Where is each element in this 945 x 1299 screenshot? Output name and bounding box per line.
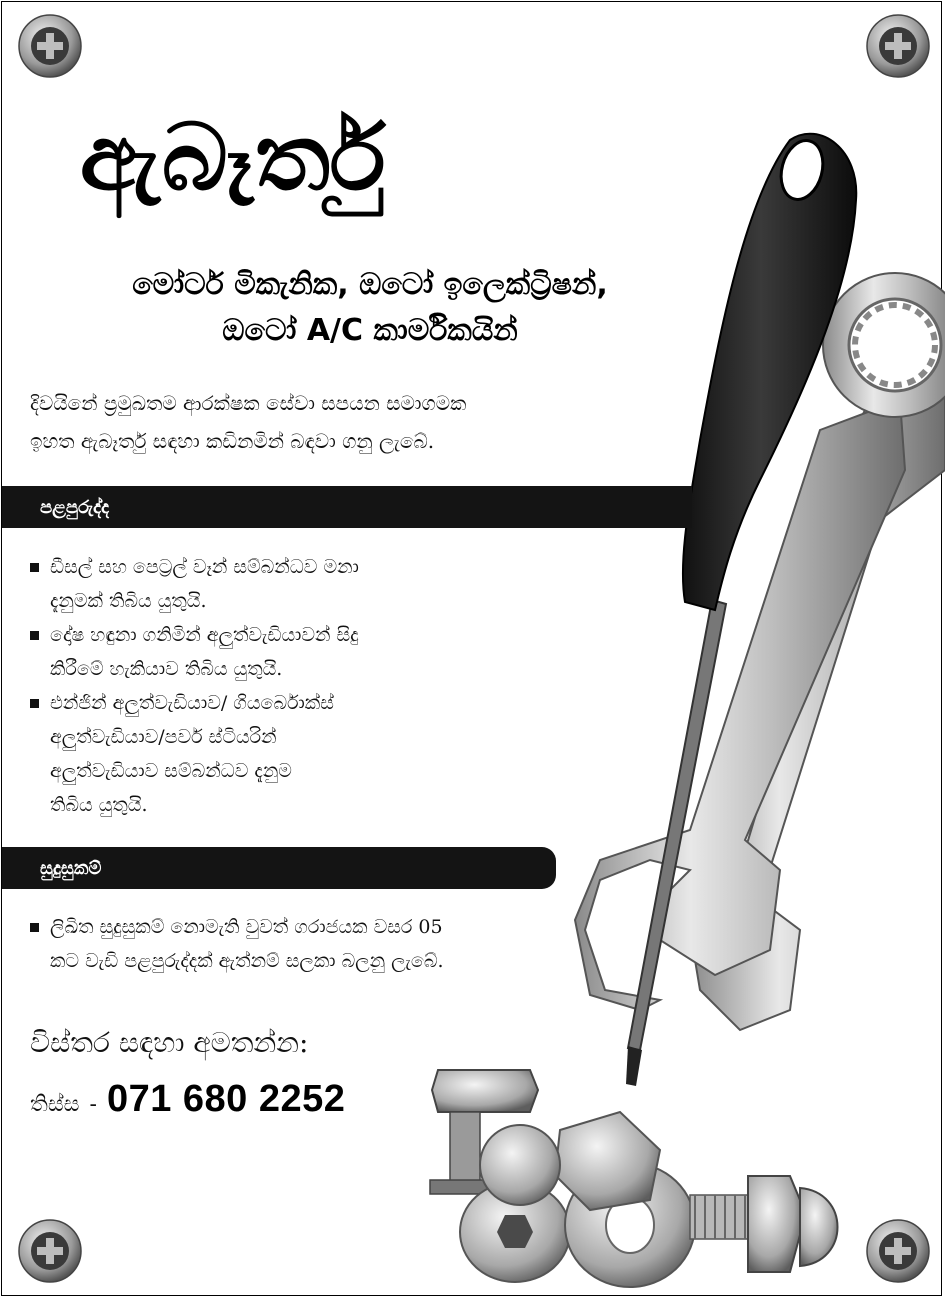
screw-icon (865, 13, 931, 79)
list-item-line: ලිඛිත සුදුසුකම් නොමැති වුවත් ගරාජයක වසර 05 (50, 916, 443, 938)
contact-phone[interactable]: 071 680 2252 (106, 1078, 346, 1120)
page-title: ඇබෑර්තු (80, 104, 388, 211)
experience-heading-band (2, 486, 692, 528)
intro-line: ඉහත ඇබෑර්තු සඳහා කඩිනමින් බඳවා ගනු ලැබේ. (30, 429, 435, 453)
intro-line: දිවයිනේ ප්‍රමුඛතම ආරක්ෂක සේවා සපයන සමාගමක (30, 391, 467, 415)
list-item-line: තිබිය යුතුයි. (50, 794, 148, 816)
contact-heading: විස්තර සඳහා අමතන්න: (30, 1026, 309, 1059)
list-item (30, 550, 590, 618)
list-item (30, 686, 590, 822)
job-subtitle (40, 262, 700, 354)
list-item-line: ඩීසල් සහ පෙට්‍රල් වෑන් සම්බන්ධව මනා (50, 556, 359, 578)
contact-line (30, 1078, 345, 1121)
subtitle-line: මෝටර් මිකැනික, ඔටෝ ඉලෙක්ට්‍රිෂන්, (132, 267, 608, 302)
list-item (30, 618, 590, 686)
contact-name: තිස්ස (30, 1092, 80, 1117)
list-item (30, 910, 630, 978)
screw-icon (17, 13, 83, 79)
screw-icon (865, 1218, 931, 1284)
list-item-line: කිරීමේ හැකියාව තිබිය යුතුයි. (50, 658, 283, 680)
intro-text (30, 384, 670, 460)
experience-list (30, 550, 590, 822)
qualifications-list (30, 910, 630, 978)
list-item-line: දෝෂ හඳුනා ගනිමින් අලුත්වැඩියාවන් සිදු (50, 624, 359, 646)
list-item-line: අලුත්වැඩියාව/පවර් ස්ටියරින් (50, 726, 277, 748)
list-item-line: අලුත්වැඩියාව සම්බන්ධව දැනුම (50, 760, 292, 782)
list-item-line: එන්ජින් අලුත්වැඩියාව/ ගියර්බොක්ස් (50, 692, 334, 714)
list-item-line: කට වැඩි පළපුරුද්දක් ඇත්නම් සලකා බලනු ලැබේ. (50, 950, 444, 972)
qualifications-heading: සුදුසුකම් (40, 857, 102, 879)
experience-heading: පළපුරුද්ද (40, 496, 110, 518)
list-item-line: දැනුමක් තිබිය යුතුයි. (50, 590, 207, 612)
subtitle-line: ඔටෝ A/C කාර්මිකයින් (222, 313, 518, 348)
contact-separator: - (89, 1092, 97, 1117)
screw-icon (17, 1218, 83, 1284)
qualifications-heading-band (2, 847, 556, 889)
